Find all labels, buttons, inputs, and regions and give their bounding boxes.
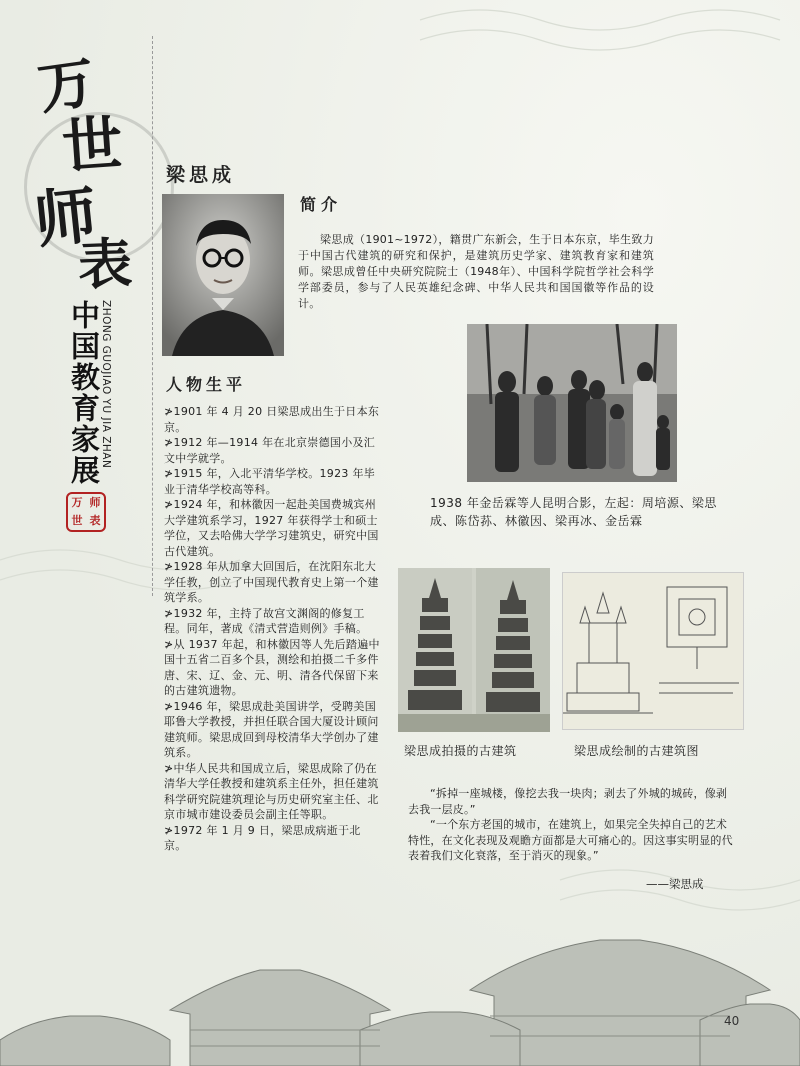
timeline-item: ≯1972 年 1 月 9 日，梁思成病逝于北京。 xyxy=(164,823,361,852)
quote-paragraph: “拆掉一座城楼，像挖去我一块肉；剥去了外城的城砖，像剥去我一层皮。” xyxy=(408,787,728,816)
exhibition-title: 中国教育家展 xyxy=(67,300,101,486)
pagoda-photo xyxy=(398,568,550,732)
intro-text: 梁思成（1901~1972），籍贯广东新会，生于日本东京，毕生致力于中国古代建筑的研究和保护，是建筑历史学家、建筑教育家和建筑师。梁思成曾任中央研究院院士（1948年）、中国科学院哲学社会科学学部委员，参与了人民英雄纪念碑、中华人民共和国国徽等作品的设计。 xyxy=(298,233,654,310)
timeline-item: ≯1928 年从加拿大回国后，在沈阳东北大学任教，创立了中国现代教育史上第一个建筑学系。 xyxy=(164,560,379,604)
architectural-drawing xyxy=(562,572,744,730)
quote-block xyxy=(408,786,738,864)
intro-heading: 简介 xyxy=(300,195,343,214)
calligraphy-char-4: 表 xyxy=(77,231,134,297)
pagoda-photo-caption: 梁思成拍摄的古建筑 xyxy=(404,744,517,758)
life-timeline xyxy=(164,404,382,854)
seal-char: 世 xyxy=(71,514,83,527)
calligraphy-char-2: 世 xyxy=(59,108,125,183)
group-photo-caption: 1938 年金岳霖等人昆明合影，左起：周培源、梁思成、陈岱荪、林徽因、梁再冰、金岳霖 xyxy=(430,496,717,528)
timeline-item: ≯1915 年，入北平清华学校。1923 年毕业于清华学校高等科。 xyxy=(164,467,376,496)
exhibition-title-pinyin: ZHONG GUOJIAO YU JIA ZHAN xyxy=(100,300,112,469)
calligraphy-char-1: 万 xyxy=(34,49,99,123)
seal-char: 万 xyxy=(71,496,83,509)
person-name: 梁思成 xyxy=(166,164,236,186)
timeline-item: ≯1932 年，主持了故宫文渊阁的修复工程。同年，著成《清式营造则例》手稿。 xyxy=(164,606,368,635)
quote-paragraph: “一个东方老国的城市，在建筑上，如果完全失掉自己的艺术特性，在文化表现及观瞻方面都是大可痛心的。因这事实明显的代表着我们文化衰落，至于消灭的现象。” xyxy=(408,818,733,862)
page-number: 40 xyxy=(724,1014,740,1028)
life-heading: 人物生平 xyxy=(166,375,247,394)
timeline-item: ≯1946 年，梁思成赴美国讲学，受聘美国耶鲁大学教授，并担任联合国大厦设计顾问建筑师。梁思成回到母校清华大学创办了建筑系。 xyxy=(164,699,379,759)
seal-char: 表 xyxy=(89,514,101,527)
timeline-item: ≯1912 年—1914 年在北京崇德国小及汇文中学就学。 xyxy=(164,436,376,465)
calligraphy-char-3: 师 xyxy=(30,177,101,258)
timeline-item: ≯中华人民共和国成立后，梁思成除了仍在清华大学任教授和建筑系主任外，担任建筑科学研究院建筑理论与历史研究室主任、北京市城市建设委员会副主任等职。 xyxy=(164,761,379,821)
timeline-item: ≯1924 年，和林徽因一起赴美国费城宾州大学建筑系学习，1927 年获得学士和硕士学位，又去哈佛大学学习建筑史，研究中国古代建筑。 xyxy=(164,498,379,558)
portrait-photo xyxy=(162,194,284,356)
seal-char: 师 xyxy=(89,496,101,509)
red-seal-stamp xyxy=(66,492,106,532)
group-photo xyxy=(467,324,677,482)
drawing-caption: 梁思成绘制的古建筑图 xyxy=(574,744,700,758)
timeline-item: ≯从 1937 年起，和林徽因等人先后踏遍中国十五省二百多个县，测绘和拍摄二千多件唐、宋、辽、金、元、明、清各代保留下来的古建筑遗物。 xyxy=(164,637,380,697)
dashed-divider xyxy=(152,36,153,596)
quote-attribution: ——梁思成 xyxy=(646,877,704,891)
timeline-item: ≯1901 年 4 月 20 日梁思成出生于日本东京。 xyxy=(164,405,380,434)
palace-skyline-illustration xyxy=(0,920,800,1066)
